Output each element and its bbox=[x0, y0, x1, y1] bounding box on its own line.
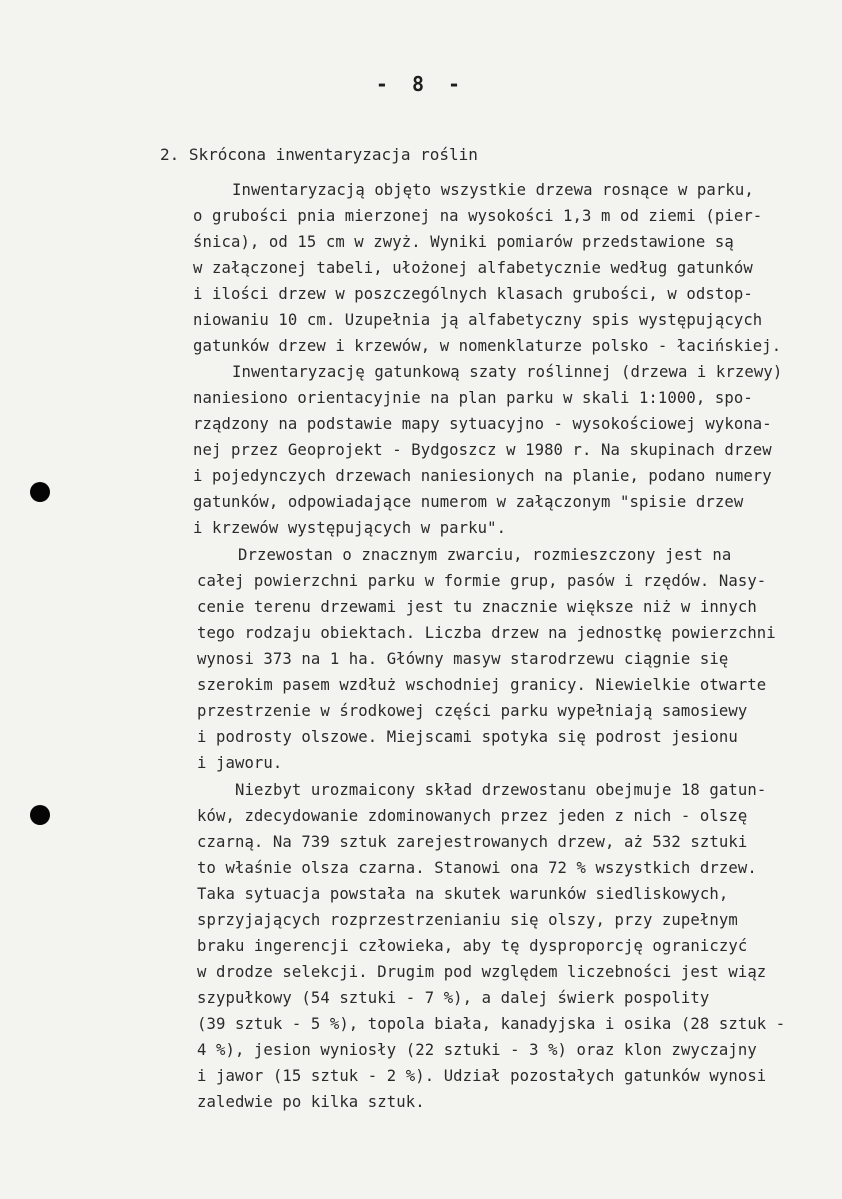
text-line: czarną. Na 739 sztuk zarejestrowanych drzew, aż 532 sztuki bbox=[197, 833, 748, 851]
text-line: gatunków drzew i krzewów, w nomenklaturze polsko - łacińskiej. bbox=[193, 337, 782, 355]
punch-hole bbox=[30, 482, 50, 502]
text-line: Niezbyt urozmaicony skład drzewostanu obejmuje 18 gatun- bbox=[235, 781, 767, 799]
text-line: o grubości pnia mierzonej na wysokości 1,3 m od ziemi (pier- bbox=[193, 207, 763, 225]
text-line: rządzony na podstawie mapy sytuacyjno - wysokościowej wykona- bbox=[193, 415, 772, 433]
text-line: i krzewów występujących w parku". bbox=[193, 519, 507, 537]
text-line: Drzewostan o znacznym zwarciu, rozmieszczony jest na bbox=[238, 546, 732, 564]
text-line: cenie terenu drzewami jest tu znacznie większe niż w innych bbox=[197, 598, 757, 616]
text-line: i jaworu. bbox=[197, 754, 283, 772]
text-line: ków, zdecydowanie zdominowanych przez jeden z nich - olszę bbox=[197, 807, 748, 825]
text-line: 4 %), jesion wyniosły (22 sztuki - 3 %) oraz klon zwyczajny bbox=[197, 1041, 757, 1059]
punch-hole bbox=[30, 805, 50, 825]
text-line: i podrosty olszowe. Miejscami spotyka się podrost jesionu bbox=[197, 728, 738, 746]
text-line: nej przez Geoprojekt - Bydgoszcz w 1980 r. Na skupinach drzew bbox=[193, 441, 772, 459]
text-line: szypułkowy (54 sztuki - 7 %), a dalej świerk pospolity bbox=[197, 989, 710, 1007]
text-line: szerokim pasem wzdłuż wschodniej granicy. Niewielkie otwarte bbox=[197, 676, 767, 694]
text-line: Inwentaryzację gatunkową szaty roślinnej (drzewa i krzewy) bbox=[232, 363, 783, 381]
text-line: w drodze selekcji. Drugim pod względem liczebności jest wiąz bbox=[197, 963, 767, 981]
text-line: braku ingerencji człowieka, aby tę dysproporcję ograniczyć bbox=[197, 937, 748, 955]
text-line: naniesiono orientacyjnie na plan parku w skali 1:1000, spo- bbox=[193, 389, 753, 407]
text-line: całej powierzchni parku w formie grup, pasów i rzędów. Nasy- bbox=[197, 572, 767, 590]
section-heading: 2. Skrócona inwentaryzacja roślin bbox=[160, 145, 478, 164]
text-line: Taka sytuacja powstała na skutek warunków siedliskowych, bbox=[197, 885, 729, 903]
text-line: zaledwie po kilka sztuk. bbox=[197, 1093, 425, 1111]
text-line: Inwentaryzacją objęto wszystkie drzewa rosnące w parku, bbox=[232, 181, 754, 199]
text-line: tego rodzaju obiektach. Liczba drzew na jednostkę powierzchni bbox=[197, 624, 776, 642]
text-line: śnica), od 15 cm w zwyż. Wyniki pomiarów przedstawione są bbox=[193, 233, 734, 251]
text-line: przestrzenie w środkowej części parku wypełniają samosiewy bbox=[197, 702, 748, 720]
text-line: sprzyjających rozprzestrzenianiu się olszy, przy zupełnym bbox=[197, 911, 738, 929]
page-number: - 8 - bbox=[375, 72, 467, 96]
text-line: to właśnie olsza czarna. Stanowi ona 72 % wszystkich drzew. bbox=[197, 859, 757, 877]
text-line: i jawor (15 sztuk - 2 %). Udział pozostałych gatunków wynosi bbox=[197, 1067, 767, 1085]
text-line: niowaniu 10 cm. Uzupełnia ją alfabetyczny spis występujących bbox=[193, 311, 763, 329]
text-line: i ilości drzew w poszczególnych klasach grubości, w odstop- bbox=[193, 285, 753, 303]
text-line: wynosi 373 na 1 ha. Główny masyw starodrzewu ciągnie się bbox=[197, 650, 729, 668]
text-line: (39 sztuk - 5 %), topola biała, kanadyjska i osika (28 sztuk - bbox=[197, 1015, 786, 1033]
text-line: w załączonej tabeli, ułożonej alfabetycznie według gatunków bbox=[193, 259, 753, 277]
text-line: gatunków, odpowiadające numerom w załączonym "spisie drzew bbox=[193, 493, 744, 511]
text-line: i pojedynczych drzewach naniesionych na planie, podano numery bbox=[193, 467, 772, 485]
